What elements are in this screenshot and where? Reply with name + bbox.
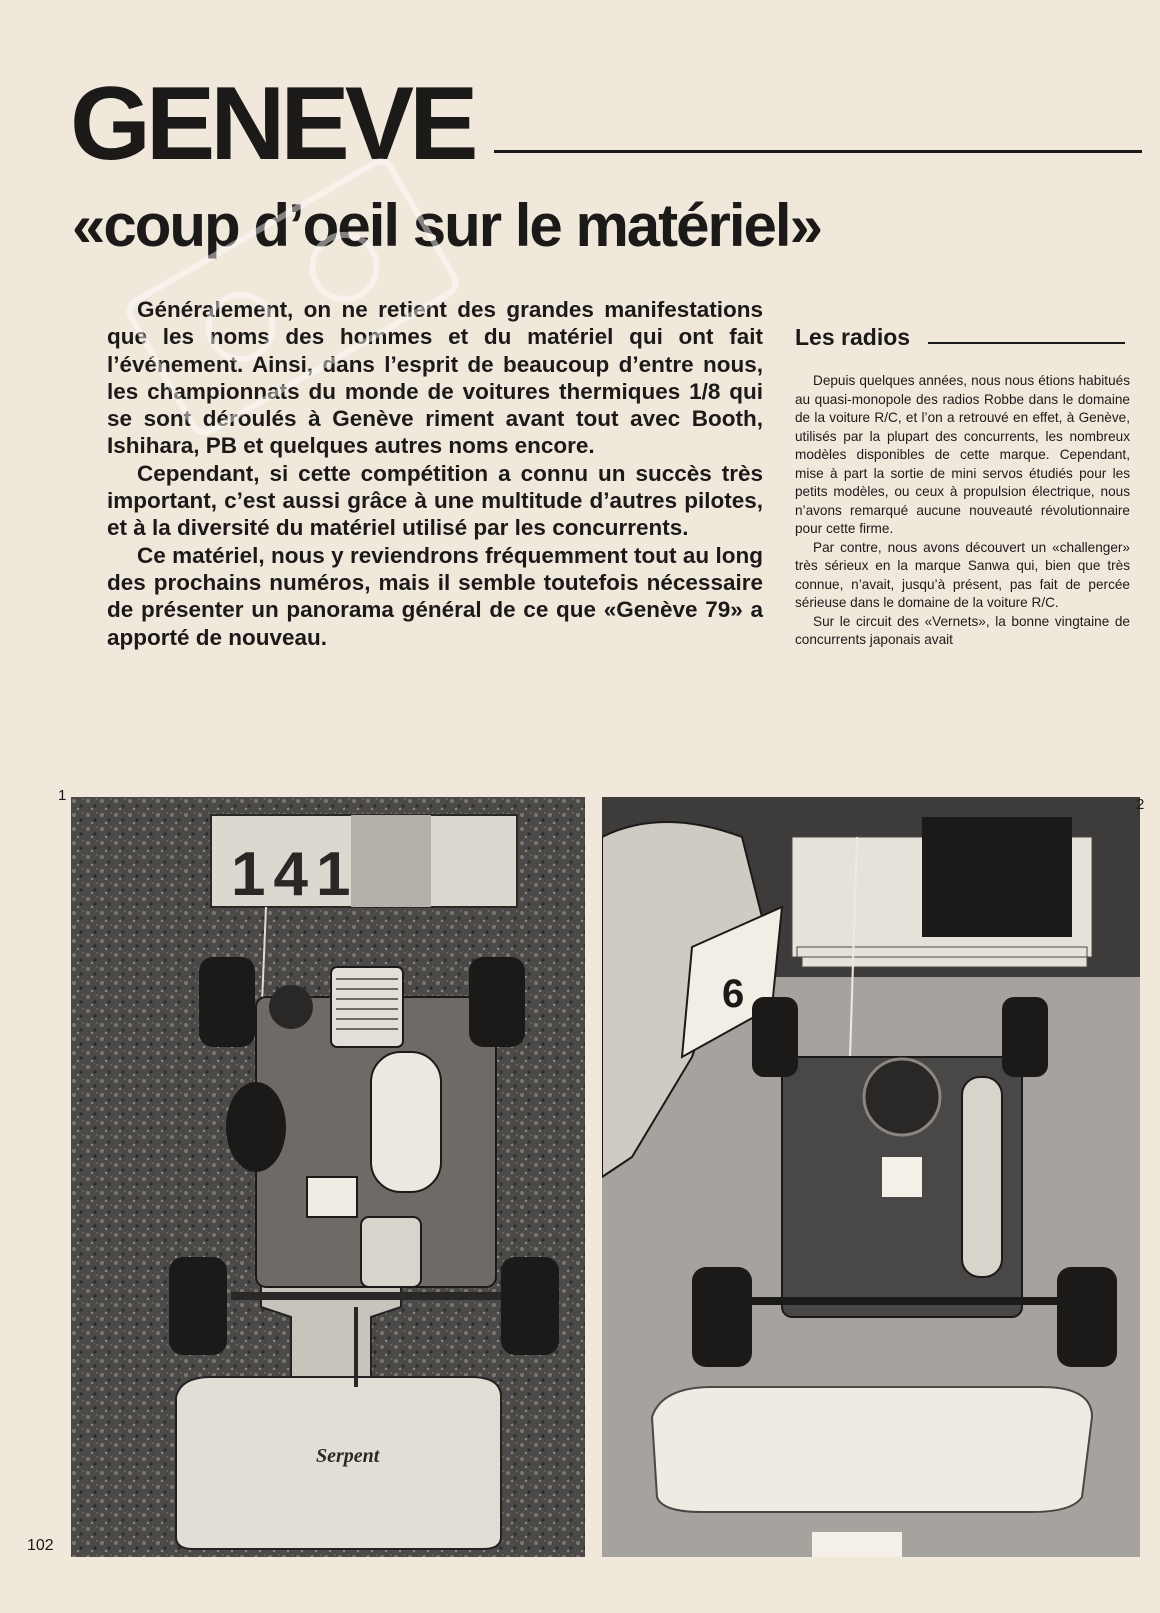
intro-paragraph: Généralement, on ne retient des grandes manifestations que les noms des hommes et du matériel qui ont fait l’événement. Ainsi, dans l’esprit de beaucoup d’entre nous, les championnats du monde de voitures thermiques 1/8 qui se sont déroulés à Genève riment avant tout avec Booth, Ishihara, PB et quelques autres noms encore.: [107, 297, 763, 459]
page-number: 102: [27, 1537, 54, 1554]
watermark-stamp: [90, 130, 510, 490]
section-rule: [928, 342, 1125, 344]
figure-number-1: 1: [58, 787, 67, 804]
photo-rc-car-serpent: [71, 797, 585, 1557]
radios-text: [795, 372, 1130, 650]
radios-paragraph: Par contre, nous avons découvert un «challenger» très sérieux en la marque Sanwa qui, bien que très connue, n’avait, jusqu’à présent, pas fait de percée sérieuse dans le domaine de la voiture R/C.: [795, 539, 1130, 610]
wing-brand-text: Serpent: [316, 1445, 380, 1467]
article-title: GENEVE: [70, 66, 474, 182]
photo-rc-car-serpent-art: [71, 797, 585, 1557]
figure-number-2: 2: [1136, 796, 1145, 813]
article-subtitle: «coup d’oeil sur le matériel»: [72, 192, 821, 259]
photo-rc-car-table: [602, 797, 1140, 1557]
section-heading-radios: Les radios: [795, 324, 911, 350]
car-number-text: 141: [231, 840, 359, 909]
radios-paragraph: Sur le circuit des «Vernets», la bonne vingtaine de concurrents japonais avait: [795, 613, 1130, 647]
title-rule: [494, 150, 1142, 153]
intro-paragraph: Cependant, si cette compétition a connu un succès très important, c’est aussi grâce à une multitude d’autres pilotes, et à la diversité du matériel utilisé par les concurrents.: [107, 460, 763, 541]
car2-number-text: 6: [722, 972, 745, 1016]
intro-paragraph: Ce matériel, nous y reviendrons fréquemment tout au long des prochains numéros, mais il semble toutefois nécessaire de présenter un panorama général de ce que «Genève 79» a apporté de nouveau.: [107, 542, 763, 650]
photo-rc-car-table-art: [602, 797, 1140, 1557]
radios-paragraph: Depuis quelques années, nous nous étions habitués au quasi-monopole des radios Robbe dans le domaine de la voiture R/C, et l’on a retrouvé en effet, à Genève, utilisés par la plupart des concurrents, les nombreux modèles disponibles de cette marque. Cependant, mise à part la sortie de mini servos étudiés pour les petits modèles, ou ceux à propulsion électrique, nous n’avons remarqué aucune nouveauté révolutionnaire pour cette firme.: [795, 373, 1130, 536]
